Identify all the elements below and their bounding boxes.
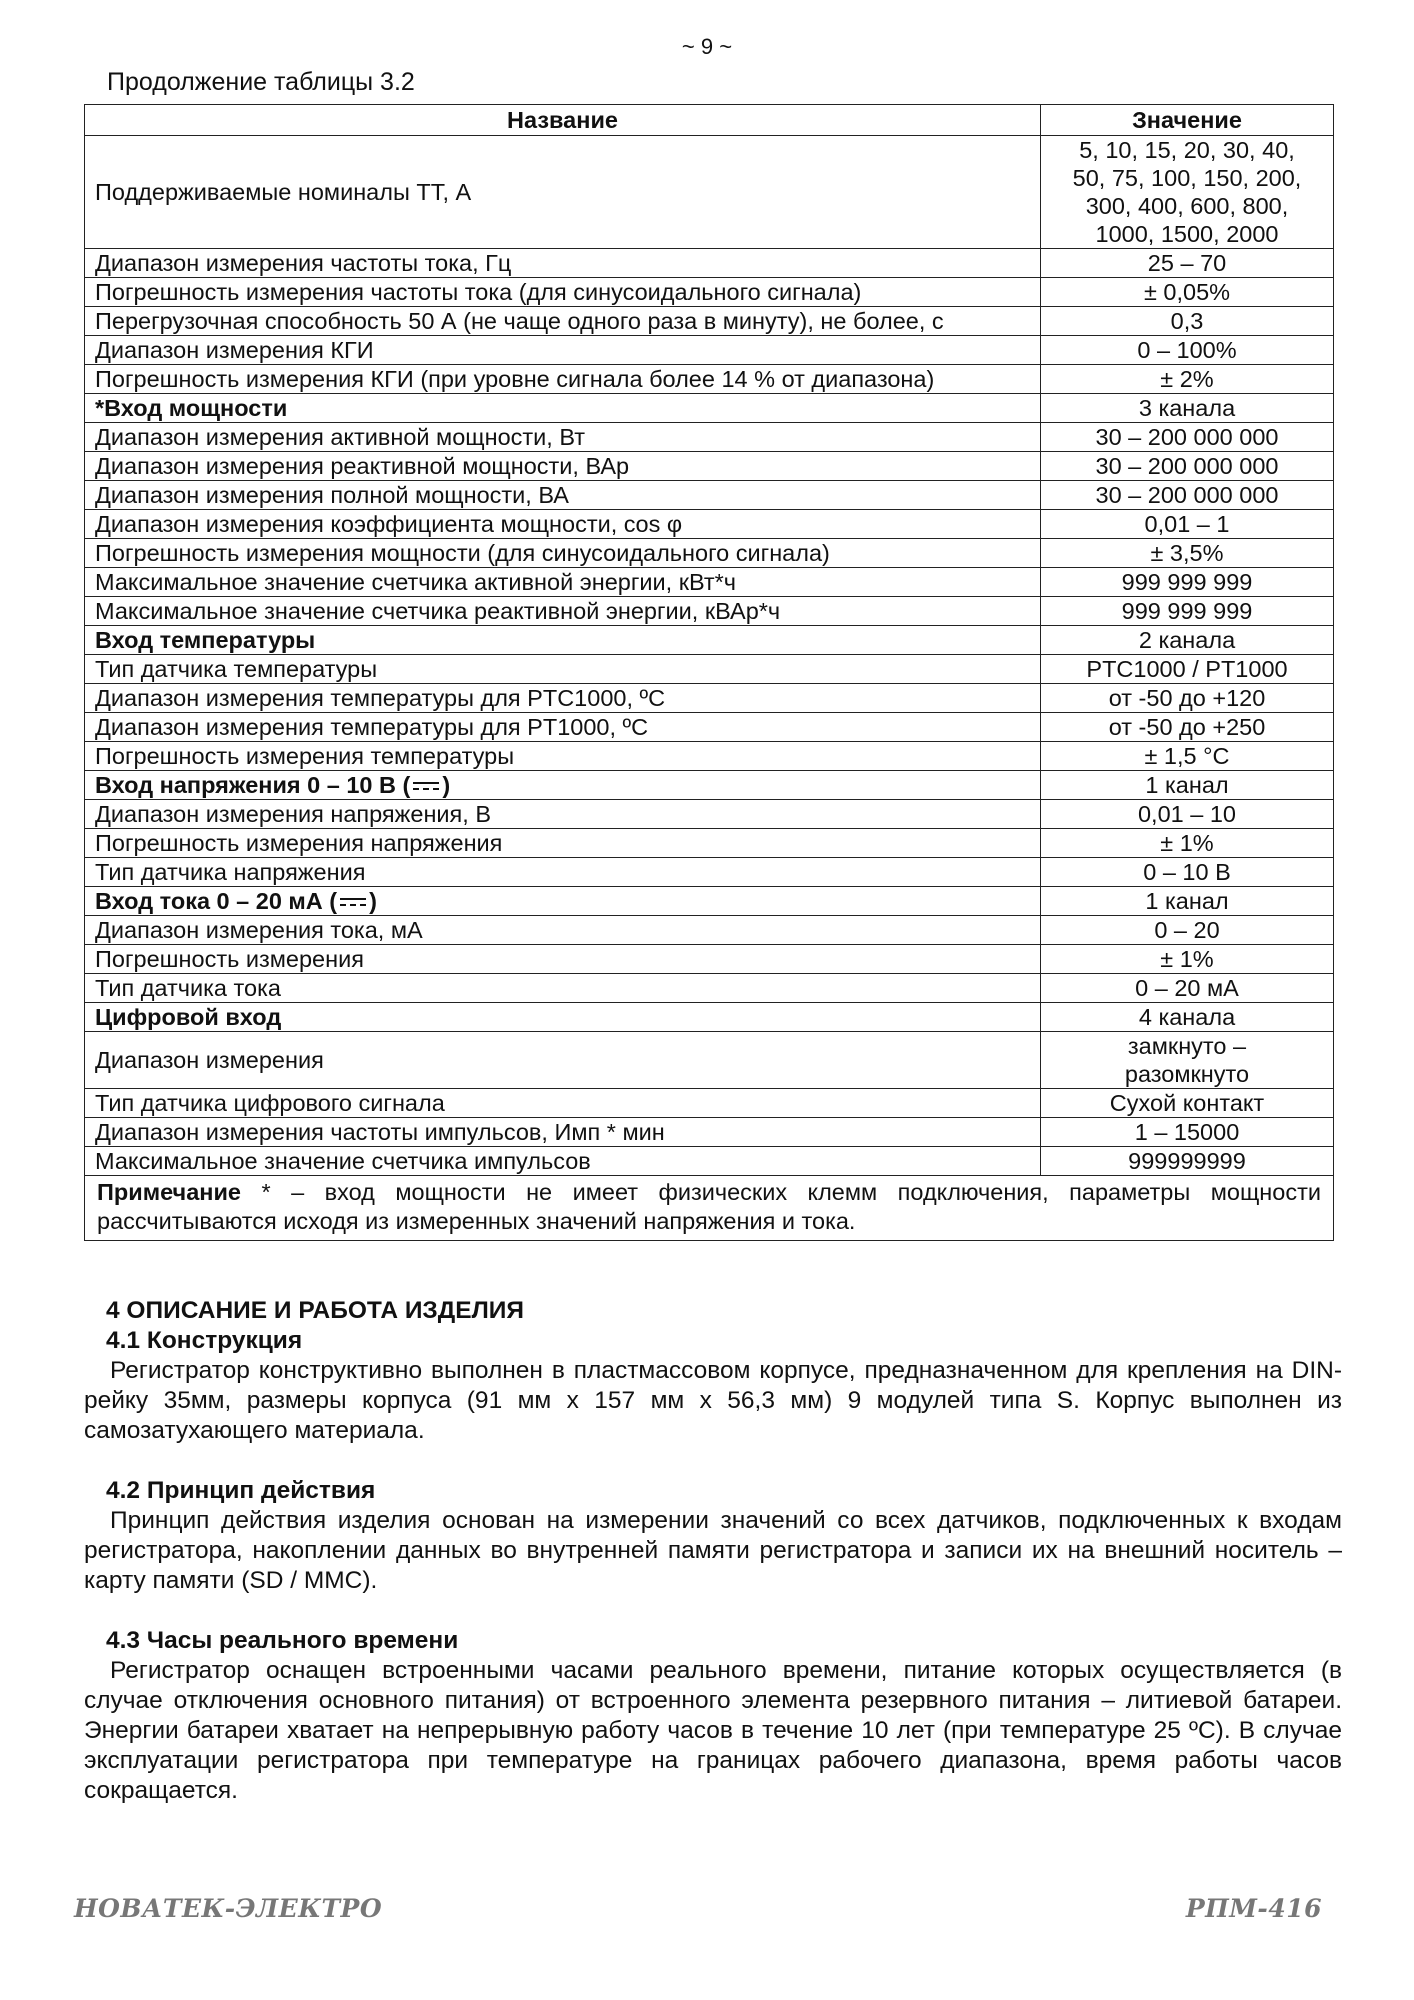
table-row [85, 1032, 1334, 1089]
table-section-row [85, 626, 1334, 655]
row-value: ± 1,5 °С [1041, 742, 1334, 771]
row-value: 1 канал [1041, 771, 1334, 800]
row-name: Погрешность измерения мощности (для синусоидального сигнала) [85, 539, 1041, 568]
section-4-3-text: Регистратор оснащен встроенными часами реального времени, питание которых осуществляется (в случае отключения основного питания) от встроенного элемента резервного питания – литиевой батареи. Энергии батареи хватает на непрерывную работу часов в течение 10 лет (при температуре 25 ºС). В случае эксплуатации регистратора при температуре на границах рабочего диапазона, время работы часов сокращается. [84, 1657, 1342, 1804]
section-name-power-input: *Вход мощности [85, 394, 1041, 423]
table-row [85, 336, 1334, 365]
row-value: 2 канала [1041, 626, 1334, 655]
section-name-temperature-input: Вход температуры [85, 626, 1041, 655]
row-value [1041, 136, 1334, 249]
table-row [85, 136, 1334, 249]
table-section-row [85, 1003, 1334, 1032]
page-number: ~ 9 ~ [681, 34, 733, 59]
row-value: 0,01 – 1 [1041, 510, 1334, 539]
section-name-current-input-prefix: Вход тока 0 – 20 мА ( [95, 888, 338, 914]
row-name: Погрешность измерения [85, 945, 1041, 974]
table-section-row [85, 394, 1334, 423]
table-row [85, 713, 1334, 742]
row-name: Максимальное значение счетчика реактивной энергии, кВАр*ч [85, 597, 1041, 626]
section-4 [84, 1296, 1342, 1446]
row-value: 0 – 10 В [1041, 858, 1334, 887]
row-value: 3 канала [1041, 394, 1334, 423]
row-value: 999999999 [1041, 1147, 1334, 1176]
table-row [85, 423, 1334, 452]
section-name-current-input [85, 887, 1041, 916]
footer-brand: НОВАТЕК-ЭЛЕКТРО [74, 1894, 383, 1923]
row-name: Погрешность измерения частоты тока (для синусоидального сигнала) [85, 278, 1041, 307]
row-name: Диапазон измерения [85, 1032, 1041, 1089]
table-row [85, 597, 1334, 626]
row-name: Поддерживаемые номиналы ТТ, А [85, 136, 1041, 249]
row-name: Диапазон измерения полной мощности, ВА [85, 481, 1041, 510]
row-name: Максимальное значение счетчика импульсов [85, 1147, 1041, 1176]
table-row [85, 452, 1334, 481]
table-row [85, 1147, 1334, 1176]
row-value: PTC1000 / PT1000 [1041, 655, 1334, 684]
row-name: Погрешность измерения КГИ (при уровне сигнала более 14 % от диапазона) [85, 365, 1041, 394]
table-row [85, 858, 1334, 887]
column-header-value: Значение [1041, 105, 1334, 136]
row-value: 4 канала [1041, 1003, 1334, 1032]
row-value: 1 канал [1041, 887, 1334, 916]
table-row [85, 742, 1334, 771]
section-4-1-text: Регистратор конструктивно выполнен в пластмассовом корпусе, предназначенном для крепления на DIN-рейку 35мм, размеры корпуса (91 мм х 157 мм х 56,3 мм) 9 модулей типа S. Корпус выполнен из самозатухающего материала. [84, 1357, 1342, 1444]
table-row [85, 510, 1334, 539]
column-header-name: Название [85, 105, 1041, 136]
dc-symbol-icon [411, 780, 441, 794]
table-row [85, 568, 1334, 597]
row-value-text: 5, 10, 15, 20, 30, 40, 50, 75, 100, 150, 200, 300, 400, 600, 800, 1000, 1500, 2000 [1072, 137, 1302, 247]
row-value: 25 – 70 [1041, 249, 1334, 278]
row-value: ± 1% [1041, 945, 1334, 974]
row-name: Диапазон измерения частоты импульсов, Имп * мин [85, 1118, 1041, 1147]
table-caption: Продолжение таблицы 3.2 [107, 68, 415, 96]
row-value: 999 999 999 [1041, 568, 1334, 597]
section-4-1-title: 4.1 Конструкция [106, 1327, 303, 1354]
section-name-digital-input: Цифровой вход [85, 1003, 1041, 1032]
row-value: 1 – 15000 [1041, 1118, 1334, 1147]
section-4-title: 4 ОПИСАНИЕ И РАБОТА ИЗДЕЛИЯ [106, 1297, 524, 1324]
row-value: 999 999 999 [1041, 597, 1334, 626]
row-name: Тип датчика цифрового сигнала [85, 1089, 1041, 1118]
row-value: 0 – 20 [1041, 916, 1334, 945]
specifications-table [84, 104, 1334, 1241]
row-name: Диапазон измерения активной мощности, Вт [85, 423, 1041, 452]
row-name: Тип датчика тока [85, 974, 1041, 1003]
table-header-row [85, 105, 1334, 136]
table-row [85, 1089, 1334, 1118]
section-name-voltage-input-suffix: ) [442, 772, 451, 798]
table-row [85, 481, 1334, 510]
row-name: Диапазон измерения температуры для PTC1000, ºС [85, 684, 1041, 713]
table-row [85, 800, 1334, 829]
note-label: Примечание [97, 1179, 241, 1205]
table-row [85, 278, 1334, 307]
row-name: Максимальное значение счетчика активной энергии, кВт*ч [85, 568, 1041, 597]
row-value: ± 2% [1041, 365, 1334, 394]
section-4-2-title: 4.2 Принцип действия [106, 1477, 376, 1504]
footer-model: РПМ-416 [1185, 1894, 1322, 1923]
row-name: Диапазон измерения коэффициента мощности, cos φ [85, 510, 1041, 539]
section-4-3-title: 4.3 Часы реального времени [106, 1627, 459, 1654]
row-value: ± 3,5% [1041, 539, 1334, 568]
section-name-current-input-suffix: ) [369, 888, 377, 914]
row-value: от -50 до +120 [1041, 684, 1334, 713]
section-name-voltage-input [85, 771, 1041, 800]
table-row [85, 1118, 1334, 1147]
table-note-row [85, 1176, 1334, 1241]
table-row [85, 945, 1334, 974]
section-4-2-text: Принцип действия изделия основан на измерении значений со всех датчиков, подключенных к входам регистратора, накоплении данных во внутренней памяти регистратора и записи их на внешний носитель – карту памяти (SD / MMC). [84, 1507, 1342, 1594]
section-4-2 [84, 1476, 1342, 1596]
row-value: ± 1% [1041, 829, 1334, 858]
row-name: Погрешность измерения напряжения [85, 829, 1041, 858]
table-row [85, 974, 1334, 1003]
row-value: ± 0,05% [1041, 278, 1334, 307]
table-row [85, 829, 1334, 858]
row-name: Диапазон измерения тока, мА [85, 916, 1041, 945]
row-value: 0 – 100% [1041, 336, 1334, 365]
row-name: Диапазон измерения КГИ [85, 336, 1041, 365]
section-name-voltage-input-prefix: Вход напряжения 0 – 10 В ( [95, 772, 411, 798]
row-name: Диапазон измерения реактивной мощности, ВАр [85, 452, 1041, 481]
row-value-text: замкнуто – разомкнуто [1124, 1033, 1250, 1087]
table-row [85, 365, 1334, 394]
row-name: Диапазон измерения температуры для PT1000, ºС [85, 713, 1041, 742]
table-row [85, 655, 1334, 684]
dc-symbol-icon [338, 896, 368, 910]
table-row [85, 684, 1334, 713]
table-note [85, 1176, 1334, 1241]
table-section-row [85, 771, 1334, 800]
row-value [1041, 1032, 1334, 1089]
row-value: 30 – 200 000 000 [1041, 423, 1334, 452]
row-value: 0,3 [1041, 307, 1334, 336]
table-row [85, 916, 1334, 945]
row-name: Диапазон измерения напряжения, В [85, 800, 1041, 829]
section-4-3 [84, 1626, 1342, 1806]
row-value: Сухой контакт [1041, 1089, 1334, 1118]
row-value: 0 – 20 мА [1041, 974, 1334, 1003]
table-section-row [85, 887, 1334, 916]
table-row [85, 539, 1334, 568]
row-name: Перегрузочная способность 50 А (не чаще одного раза в минуту), не более, с [85, 307, 1041, 336]
row-name: Погрешность измерения температуры [85, 742, 1041, 771]
note-text: * – вход мощности не имеет физических клемм подключения, параметры мощности рассчитываются исходя из измеренных значений напряжения и тока. [97, 1179, 1321, 1234]
table-row [85, 307, 1334, 336]
row-name: Тип датчика напряжения [85, 858, 1041, 887]
row-value: 0,01 – 10 [1041, 800, 1334, 829]
row-name: Диапазон измерения частоты тока, Гц [85, 249, 1041, 278]
row-value: 30 – 200 000 000 [1041, 452, 1334, 481]
row-name: Тип датчика температуры [85, 655, 1041, 684]
row-value: от -50 до +250 [1041, 713, 1334, 742]
row-value: 30 – 200 000 000 [1041, 481, 1334, 510]
table-row [85, 249, 1334, 278]
